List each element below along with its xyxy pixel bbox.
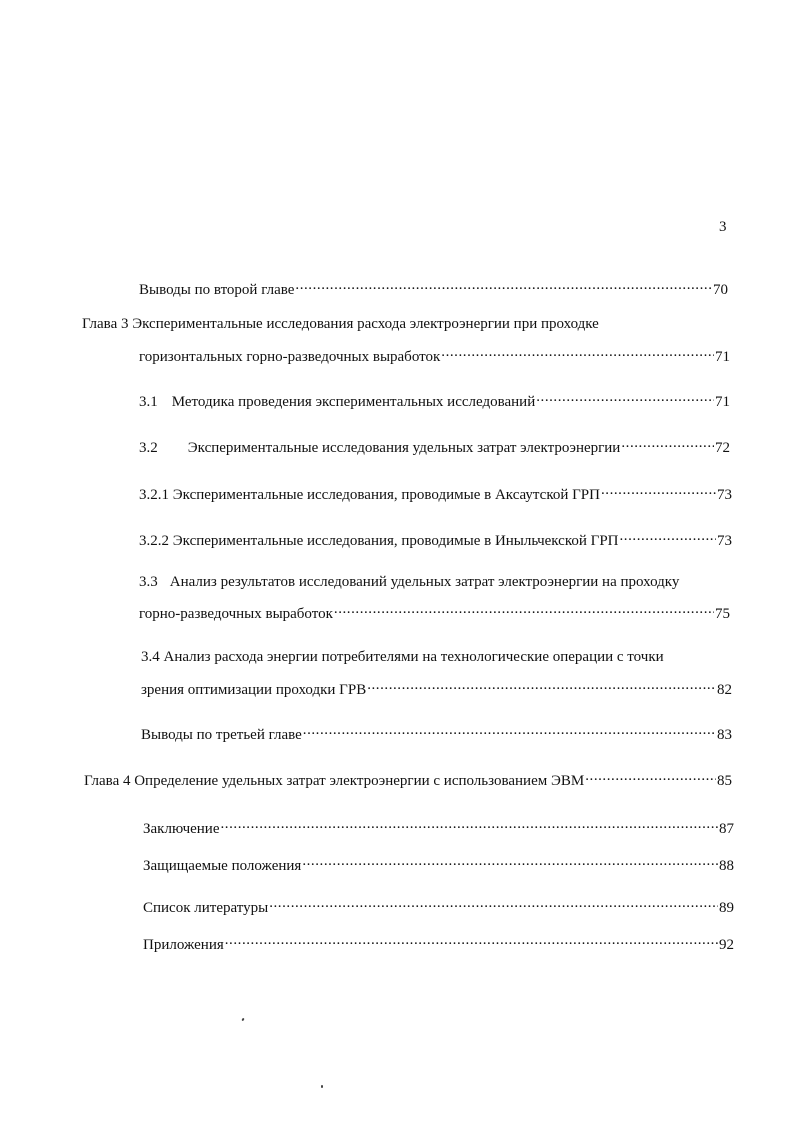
dot-leader	[269, 894, 718, 912]
toc-entry-title: зрения оптимизации проходки ГРВ	[141, 682, 367, 698]
toc-entry-conclusion[interactable]	[143, 815, 734, 838]
toc-entry-page: 73	[717, 487, 732, 503]
toc-entry-page: 85	[717, 773, 732, 789]
toc-entry-3-4-line1[interactable]	[141, 648, 664, 666]
toc-entry-page: 92	[719, 937, 734, 953]
toc-entry-title: Выводы по третьей главе	[141, 727, 302, 743]
toc-entry-number: 3.3	[139, 574, 158, 590]
toc-entry-page: 71	[715, 394, 730, 410]
toc-entry-ch4[interactable]	[84, 767, 732, 790]
dot-leader	[585, 767, 716, 785]
toc-entry-ch3-title-line2[interactable]	[139, 343, 730, 366]
dot-leader	[367, 676, 716, 694]
scan-speck	[321, 1085, 323, 1088]
scan-speck	[241, 1018, 244, 1022]
toc-entry-page: 89	[719, 900, 734, 916]
dot-leader	[620, 527, 717, 545]
dot-leader	[601, 481, 716, 499]
toc-entry-ch3-title-line1[interactable]	[82, 315, 599, 333]
toc-entry-title: Выводы по второй главе	[139, 282, 295, 298]
toc-entry-title: Защищаемые положения	[143, 858, 302, 874]
toc-entry-page: 71	[715, 349, 730, 365]
toc-entry-3-2[interactable]	[139, 434, 730, 457]
toc-entry-page: 87	[719, 821, 734, 837]
dot-leader	[441, 343, 714, 361]
toc-entry-page: 72	[715, 440, 730, 456]
toc-entry-page: 75	[715, 606, 730, 622]
toc-entry-title: Глава 3 Экспериментальные исследования расхода электроэнергии при проходке	[82, 316, 599, 332]
toc-entry-page: 70	[713, 282, 728, 298]
dot-leader	[334, 600, 714, 618]
dot-leader	[621, 434, 714, 452]
dot-leader	[303, 721, 716, 739]
toc-entry-title: Экспериментальные исследования удельных затрат электроэнергии	[187, 440, 621, 456]
toc-entry-page: 73	[717, 533, 732, 549]
dot-leader	[225, 931, 718, 949]
toc-entry-number: 3.1	[139, 394, 158, 410]
toc-entry-page: 82	[717, 682, 732, 698]
toc-entry-appendices[interactable]	[143, 931, 734, 954]
toc-entry-3-4-line2[interactable]	[141, 676, 732, 699]
toc-entry-title: горно-разведочных выработок	[139, 606, 333, 622]
toc-entry-references[interactable]	[143, 894, 734, 917]
toc-entry-theses[interactable]	[143, 852, 734, 875]
dot-leader	[221, 815, 719, 833]
toc-entry-title: 3.4 Анализ расхода энергии потребителями на технологические операции с точки	[141, 649, 664, 665]
toc-entry-title: Заключение	[143, 821, 220, 837]
dot-leader	[536, 388, 714, 406]
toc-entry-title: Список литературы	[143, 900, 269, 916]
toc-entry-ch3-conclusions[interactable]	[141, 721, 732, 744]
toc-entry-title: Глава 4 Определение удельных затрат электроэнергии с использованием ЭВМ	[84, 773, 585, 789]
toc-entry-title: горизонтальных горно-разведочных выработок	[139, 349, 441, 365]
page-number: 3	[719, 219, 727, 235]
toc-entry-3-2-2[interactable]	[139, 527, 732, 550]
toc-entry-page: 83	[717, 727, 732, 743]
dot-leader	[302, 852, 718, 870]
toc-entry-title: 3.2.1 Экспериментальные исследования, проводимые в Аксаутской ГРП	[139, 487, 600, 503]
dot-leader	[295, 276, 712, 294]
toc-entry-page: 88	[719, 858, 734, 874]
toc-entry-3-2-1[interactable]	[139, 481, 732, 504]
toc-entry-title: 3.2.2 Экспериментальные исследования, проводимые в Иныльчекской ГРП	[139, 533, 619, 549]
toc-entry-3-3-line2[interactable]	[139, 600, 730, 623]
toc-entry-title: Методика проведения экспериментальных исследований	[171, 394, 536, 410]
toc-entry-title: Приложения	[143, 937, 224, 953]
toc-entry-number: 3.2	[139, 440, 158, 456]
toc-entry-3-3-line1[interactable]	[139, 573, 679, 591]
toc-entry-ch2-conclusions[interactable]	[139, 276, 728, 299]
toc-entry-3-1[interactable]	[139, 388, 730, 411]
toc-entry-title: Анализ результатов исследований удельных затрат электроэнергии на проходку	[169, 574, 680, 590]
